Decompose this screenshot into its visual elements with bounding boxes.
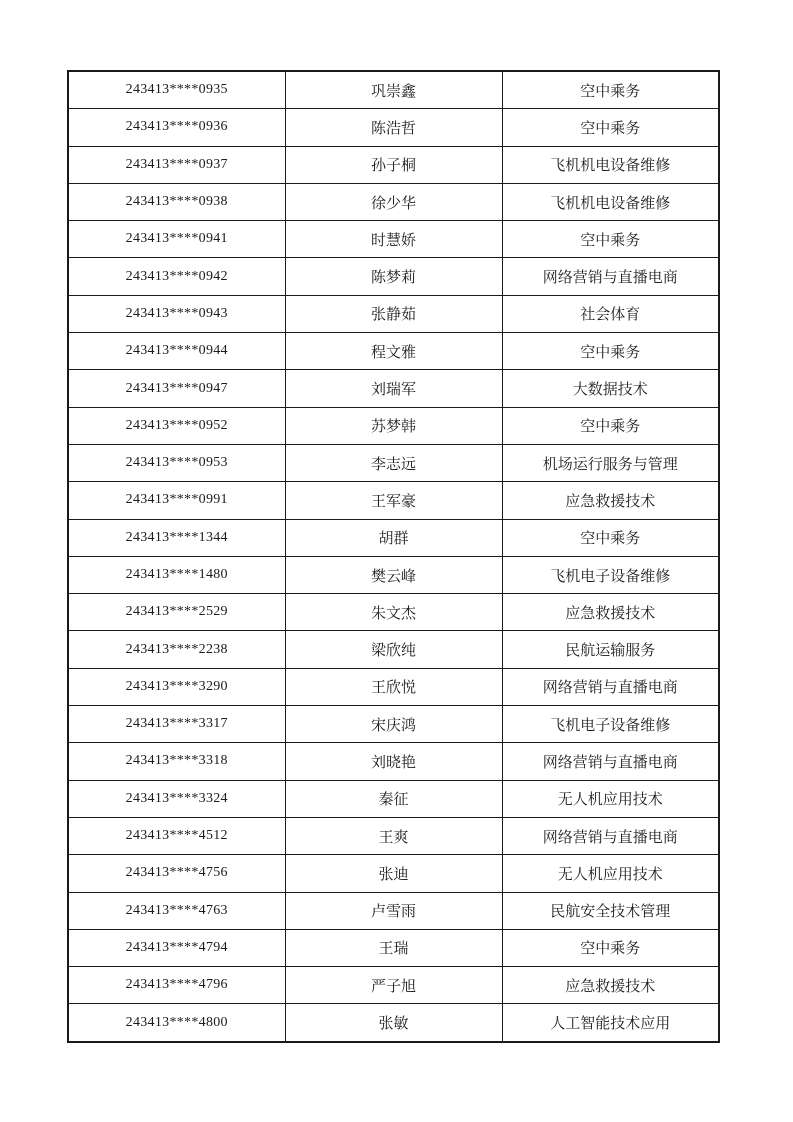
student-name-cell: 宋庆鸿 (285, 706, 502, 743)
table-row (68, 556, 719, 593)
student-major-cell: 民航运输服务 (502, 631, 719, 668)
student-major-cell: 飞机机电设备维修 (502, 183, 719, 220)
student-id-cell: 243413****2238 (68, 631, 285, 668)
student-major-cell: 空中乘务 (502, 407, 719, 444)
table-row (68, 444, 719, 481)
student-id-cell: 243413****4756 (68, 855, 285, 892)
student-name-cell: 王爽 (285, 817, 502, 854)
student-id-cell: 243413****0941 (68, 221, 285, 258)
student-major-cell: 无人机应用技术 (502, 855, 719, 892)
student-name-cell: 王欣悦 (285, 668, 502, 705)
student-name-cell: 陈梦莉 (285, 258, 502, 295)
student-name-cell: 秦征 (285, 780, 502, 817)
student-id-cell: 243413****0944 (68, 333, 285, 370)
table-row (68, 71, 719, 109)
student-name-cell: 徐少华 (285, 183, 502, 220)
table-row (68, 370, 719, 407)
student-id-cell: 243413****0991 (68, 482, 285, 519)
student-major-cell: 无人机应用技术 (502, 780, 719, 817)
student-major-cell: 空中乘务 (502, 221, 719, 258)
student-name-cell: 时慧娇 (285, 221, 502, 258)
student-name-cell: 严子旭 (285, 967, 502, 1004)
student-major-cell: 空中乘务 (502, 333, 719, 370)
student-id-cell: 243413****1344 (68, 519, 285, 556)
table-row (68, 892, 719, 929)
student-major-cell: 应急救援技术 (502, 482, 719, 519)
student-id-cell: 243413****0947 (68, 370, 285, 407)
student-id-cell: 243413****3324 (68, 780, 285, 817)
student-major-cell: 飞机机电设备维修 (502, 146, 719, 183)
student-name-cell: 孙子桐 (285, 146, 502, 183)
student-major-cell: 网络营销与直播电商 (502, 743, 719, 780)
student-name-cell: 程文雅 (285, 333, 502, 370)
student-id-cell: 243413****4512 (68, 817, 285, 854)
student-id-cell: 243413****0953 (68, 444, 285, 481)
student-major-cell: 大数据技术 (502, 370, 719, 407)
student-major-cell: 空中乘务 (502, 109, 719, 146)
student-name-cell: 李志远 (285, 444, 502, 481)
student-major-cell: 飞机电子设备维修 (502, 556, 719, 593)
table-row (68, 668, 719, 705)
student-name-cell: 王军豪 (285, 482, 502, 519)
table-row (68, 594, 719, 631)
student-list-table (67, 70, 720, 1043)
student-major-cell: 网络营销与直播电商 (502, 668, 719, 705)
student-id-cell: 243413****4794 (68, 929, 285, 966)
student-id-cell: 243413****1480 (68, 556, 285, 593)
student-name-cell: 王瑞 (285, 929, 502, 966)
table-row (68, 333, 719, 370)
student-major-cell: 空中乘务 (502, 519, 719, 556)
table-row (68, 183, 719, 220)
student-id-cell: 243413****0937 (68, 146, 285, 183)
table-row (68, 146, 719, 183)
table-row (68, 967, 719, 1004)
table-row (68, 706, 719, 743)
student-name-cell: 朱文杰 (285, 594, 502, 631)
table-row (68, 109, 719, 146)
student-id-cell: 243413****0942 (68, 258, 285, 295)
student-id-cell: 243413****0935 (68, 71, 285, 109)
student-major-cell: 空中乘务 (502, 929, 719, 966)
student-name-cell: 刘瑞军 (285, 370, 502, 407)
student-name-cell: 张静茹 (285, 295, 502, 332)
student-name-cell: 张迪 (285, 855, 502, 892)
student-name-cell: 梁欣纯 (285, 631, 502, 668)
student-id-cell: 243413****2529 (68, 594, 285, 631)
student-major-cell: 民航安全技术管理 (502, 892, 719, 929)
student-name-cell: 陈浩哲 (285, 109, 502, 146)
student-table-body (68, 71, 719, 1042)
student-name-cell: 巩崇鑫 (285, 71, 502, 109)
student-id-cell: 243413****3317 (68, 706, 285, 743)
student-major-cell: 应急救援技术 (502, 967, 719, 1004)
student-major-cell: 社会体育 (502, 295, 719, 332)
table-row (68, 631, 719, 668)
student-id-cell: 243413****3318 (68, 743, 285, 780)
student-id-cell: 243413****0943 (68, 295, 285, 332)
student-id-cell: 243413****0938 (68, 183, 285, 220)
table-row (68, 295, 719, 332)
table-row (68, 482, 719, 519)
table-row (68, 519, 719, 556)
student-id-cell: 243413****4796 (68, 967, 285, 1004)
table-row (68, 817, 719, 854)
student-id-cell: 243413****0952 (68, 407, 285, 444)
student-name-cell: 胡群 (285, 519, 502, 556)
student-name-cell: 樊云峰 (285, 556, 502, 593)
student-major-cell: 空中乘务 (502, 71, 719, 109)
student-name-cell: 张敏 (285, 1004, 502, 1042)
table-row (68, 855, 719, 892)
table-row (68, 1004, 719, 1042)
student-major-cell: 网络营销与直播电商 (502, 817, 719, 854)
student-major-cell: 人工智能技术应用 (502, 1004, 719, 1042)
table-row (68, 407, 719, 444)
student-name-cell: 卢雪雨 (285, 892, 502, 929)
student-id-cell: 243413****0936 (68, 109, 285, 146)
student-id-cell: 243413****4763 (68, 892, 285, 929)
student-major-cell: 应急救援技术 (502, 594, 719, 631)
table-row (68, 221, 719, 258)
student-name-cell: 刘晓艳 (285, 743, 502, 780)
table-row (68, 258, 719, 295)
table-row (68, 929, 719, 966)
student-major-cell: 飞机电子设备维修 (502, 706, 719, 743)
student-name-cell: 苏梦韩 (285, 407, 502, 444)
student-id-cell: 243413****3290 (68, 668, 285, 705)
student-id-cell: 243413****4800 (68, 1004, 285, 1042)
student-major-cell: 机场运行服务与管理 (502, 444, 719, 481)
student-major-cell: 网络营销与直播电商 (502, 258, 719, 295)
table-row (68, 743, 719, 780)
table-row (68, 780, 719, 817)
